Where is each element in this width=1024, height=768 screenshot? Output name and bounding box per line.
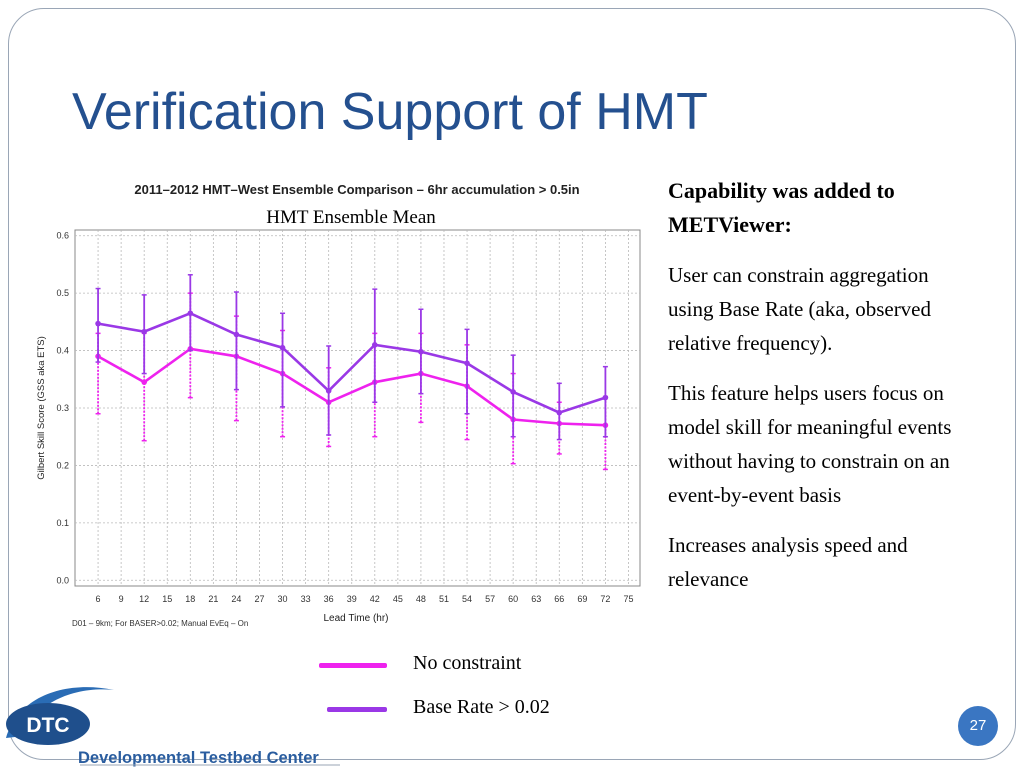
paragraph-speed: Increases analysis speed and relevance [668, 533, 908, 591]
data-point [326, 388, 332, 394]
x-tick-label: 66 [554, 594, 565, 604]
data-point [95, 321, 101, 327]
x-tick-label: 72 [600, 594, 611, 604]
x-tick-label: 51 [438, 594, 449, 604]
y-tick-label: 0.5 [56, 288, 69, 299]
skill-score-chart [30, 175, 650, 635]
logo-name: Developmental Testbed Center [78, 749, 319, 767]
data-point [280, 345, 286, 351]
y-tick-label: 0.2 [56, 460, 69, 471]
x-tick-label: 45 [392, 594, 403, 604]
data-point [464, 360, 470, 366]
logo-abbrev: DTC [26, 714, 70, 737]
y-tick-label: 0.3 [56, 403, 69, 413]
data-point [141, 379, 147, 385]
legend-swatch-no-constraint [319, 663, 387, 668]
y-axis-label: Gilbert Skill Score (GSS aka ETS) [36, 336, 47, 480]
x-tick-label: 63 [531, 594, 542, 604]
x-tick-label: 21 [208, 594, 219, 604]
data-point [234, 332, 240, 338]
data-point [510, 389, 516, 395]
x-tick-label: 33 [300, 594, 311, 604]
x-tick-labels [96, 594, 634, 604]
legend-label-no-constraint: No constraint [413, 652, 522, 674]
y-tick-label: 0.0 [56, 575, 69, 586]
x-tick-label: 57 [485, 594, 496, 604]
data-point [141, 329, 147, 335]
page-number-badge: 27 [958, 706, 998, 746]
x-tick-label: 18 [185, 594, 196, 604]
x-tick-label: 24 [231, 594, 242, 604]
x-tick-label: 69 [577, 594, 588, 604]
x-tick-label: 27 [254, 594, 265, 604]
x-tick-label: 39 [346, 594, 357, 604]
x-tick-label: 30 [277, 594, 288, 604]
capability-heading: Capability was added to METViewer: [668, 178, 895, 237]
x-tick-label: 6 [95, 594, 101, 604]
y-tick-label: 0.4 [56, 345, 69, 356]
chart-footnote: D01 – 9km; For BASER>0.02; Manual EvEq – On [72, 619, 249, 628]
x-tick-label: 15 [162, 594, 173, 604]
right-text-column [668, 174, 968, 612]
dtc-logo [0, 676, 340, 768]
data-point [556, 410, 562, 416]
x-tick-label: 36 [323, 594, 334, 604]
data-point [188, 310, 194, 316]
slide-title: Verification Support of HMT [72, 83, 708, 141]
y-tick-label: 0.6 [56, 230, 69, 241]
chart-title: 2011–2012 HMT–West Ensemble Comparison – 6hr accumulation > 0.5in [134, 182, 580, 197]
x-tick-label: 9 [118, 594, 124, 604]
y-tick-label: 0.1 [56, 517, 69, 528]
x-tick-label: 48 [415, 594, 426, 604]
x-tick-label: 54 [462, 594, 473, 604]
x-tick-label: 60 [508, 594, 519, 604]
data-point [418, 349, 424, 355]
data-point [603, 395, 609, 401]
x-tick-label: 75 [623, 594, 634, 604]
chart-subtitle: HMT Ensemble Mean [266, 207, 436, 228]
x-axis-label: Lead Time (hr) [323, 613, 389, 624]
x-tick-label: 42 [369, 594, 380, 604]
paragraph-constrain: User can constrain aggregation using Base Rate (aka, observed relative frequency). [668, 263, 932, 355]
x-tick-label: 12 [139, 594, 150, 604]
paragraph-feature: This feature helps users focus on model skill for meaningful events without having to constrain on an event-by-event basis [668, 381, 952, 507]
legend-label-base-rate: Base Rate > 0.02 [413, 696, 550, 718]
data-point [372, 342, 378, 348]
y-tick-labels [56, 231, 69, 586]
